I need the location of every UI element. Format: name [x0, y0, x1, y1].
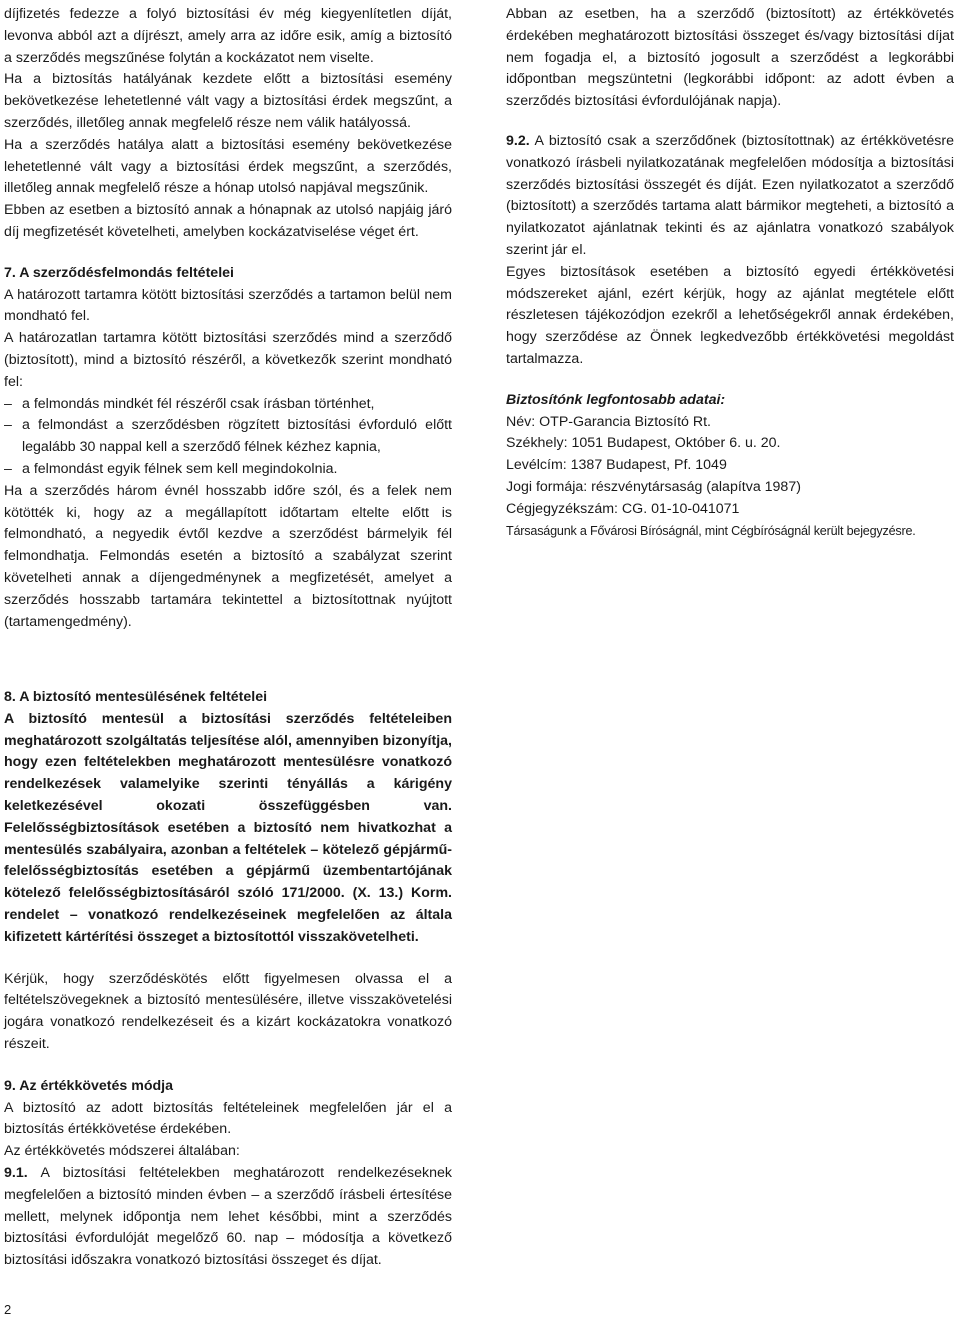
page-number: 2	[4, 1302, 12, 1317]
subsection-text: A biztosító csak a szerződőnek (biztosítottnak) az értékkövetésre vonatkozó írásbeli nyilatkozatának megfelelően módosítja a biztosítási szerződés biztosítási összegét és díját. Ezen nyilatkozatot a szerződő (biztosított) a szerződés tartama alatt bármikor megteheti, a biztosító a nyilatkozatot ajánlatnak tekinti és az ajánlatra vonatkozó szabályok szerint jár el.	[506, 132, 954, 258]
company-mail-address: Levélcím: 1387 Budapest, Pf. 1049	[506, 457, 727, 474]
paragraph: Abban az esetben, ha a szerződő (biztosított) az értékkövetés érdekében meghatározott biztosítási összeget és/vagy biztosítási díjat nem fogadja el, a biztosító jogosult a szerződést a legkorábbi időpontban megszüntetni (legkorábbi időpont: az adott évben a szerződés biztosítási évfordulójának napja).	[506, 6, 954, 110]
paragraph-9-1	[4, 1163, 452, 1272]
paragraph: Ha a biztosítás hatályának kezdete előtt a biztosítási esemény bekövetkezése lehetetlenné vált vagy a biztosítási érdek megszűnt, a szerződés, illetőleg annak megfelelő része nem válik hatályossá.	[4, 71, 452, 131]
section-7-heading: 7. A szerződésfelmondás feltételei	[4, 264, 234, 281]
company-address: Székhely: 1051 Budapest, Október 6. u. 20.	[506, 435, 781, 452]
paragraph: A határozott tartamra kötött biztosítási szerződés a tartamon belül nem mondható fel.	[4, 286, 452, 325]
subsection-text: A biztosítási feltételekben meghatározott rendelkezéseknek megfelelően a biztosító minden évben – a szerződő írásbeli értesítése mellett, melynek időpontja nem lehet későbbi, mint a szerződés biztosítási évfordulóját megelőző 60. nap – módosítja a következő biztosítási időszakra vonatkozó biztosítási összeget és díjat.	[4, 1164, 452, 1269]
notice-paragraph: Kérjük, hogy szerződéskötés előtt figyelmesen olvassa el a feltételszövegeknek a biztosító mentesülésére, illetve visszakövetelési jogára vonatkozó rendelkezéseit és a kizárt kockázatokra vonatkozó részeit.	[4, 970, 452, 1052]
left-column	[4, 4, 452, 633]
paragraph: díjfizetés fedezze a folyó biztosítási év még kiegyenlítetlen díját, levonva abból azt a díjrészt, amely arra az időre esik, amíg a biztosító a szerződés megszűnése folytán a kockázatot nem viselte.	[4, 6, 452, 66]
paragraph: Ha a szerződés hatálya alatt a biztosítási esemény bekövetkezése lehetetlenné vált vagy a biztosítási érdek megszűnt, a szerződés, illetőleg annak megfelelő része a hónap utolsó napjával megszűnik.	[4, 136, 452, 197]
bottom-left-block	[4, 687, 452, 1272]
list-item: – a felmondást a szerződésben rögzített biztosítási évforduló előtt legalább 30 nappal kell a szerződő félnek kézhez kapnia,	[4, 415, 452, 459]
paragraph: Ha a szerződés három évnél hosszabb időre szól, és a felek nem kötötték ki, hogy az a megállapított időtartam eltelte előtt is felmondható, a negyedik évtől kezdve a szerződést bármelyik fél felmondhatja. Felmondás esetén a biztosító a szabályzat szerint követelheti annak a díjengedménynek a megfizetését, amelyet a szerződés hosszabb tartamára tekintettel a biztosítottnak nyújtott (tartamengedmény).	[4, 482, 452, 630]
paragraph: A biztosító az adott biztosítás feltételeinek megfelelően jár el a biztosítás értékkövetése érdekében.	[4, 1099, 452, 1138]
company-legal-form: Jogi formája: részvénytársaság (alapítva 1987)	[506, 478, 801, 495]
section-9-heading: 9. Az értékkövetés módja	[4, 1077, 174, 1094]
list-item: – a felmondást egyik félnek sem kell megindokolnia.	[4, 459, 452, 481]
paragraph: Ebben az esetben a biztosító annak a hónapnak az utolsó napjáig járó díj megfizetését követelheti, amelyben kockázatviselése véget ért.	[4, 202, 452, 240]
paragraph: Egyes biztosítások esetében a biztosító egyedi értékkövetési módszereket ajánl, ezért kérjük, hogy az ajánlat megtétele előtt részletesen tájékozódjon ezekről a lehetőségekről annak érdekében, hogy szerződése az Önnek legkedvezőbb értékkövetési megoldást tartalmazza.	[506, 263, 954, 367]
subsection-number: 9.1.	[4, 1164, 28, 1181]
company-info-heading: Biztosítónk legfontosabb adatai:	[506, 391, 726, 408]
paragraph: Az értékkövetés módszerei általában:	[4, 1143, 240, 1160]
section-8-heading: 8. A biztosító mentesülésének feltételei	[4, 689, 268, 705]
company-registration-number: Cégjegyzékszám: CG. 01-10-041071	[506, 500, 740, 517]
company-name: Név: OTP-Garancia Biztosító Rt.	[506, 413, 711, 430]
subsection-number: 9.2.	[506, 132, 530, 149]
list-item: – a felmondás mindkét fél részéről csak írásban történhet,	[4, 394, 452, 416]
paragraph: A határozatlan tartamra kötött biztosítási szerződés mind a szerződő (biztosított), mind a biztosító részéről, a következők szerint mondható fel:	[4, 330, 452, 390]
company-registry-note: Társaságunk a Fővárosi Bíróságnál, mint Cégbíróságnál került bejegyzésre.	[506, 523, 916, 538]
paragraph-9-2	[506, 131, 954, 262]
bold-paragraph: A biztosító mentesül a biztosítási szerződés feltételeiben meghatározott szolgáltatás teljesítése alól, amennyiben bizonyítja, hogy ezen feltételekben meghatározott mentesülésre vonatkozó rendelkezések valamelyike szerinti tényállás a kárigény keletkezésével okozati összefüggésben van. Felelősségbiztosítások esetében a biztosító nem hivatkozhat a mentesülés szabályaira, azonban a feltételek – kötelező gépjármű-felelősségbiztosítás esetében a gépjármű üzembentartójának kötelező felelősségbiztosításáról szóló 171/2000. (X. 13.) Korm. rendelet – vonatkozó rendelkezéseinek megfelelően az általa kifizetett kártérítési összeget a biztosítottól visszakövetelheti.	[4, 710, 452, 945]
right-column	[506, 4, 954, 542]
